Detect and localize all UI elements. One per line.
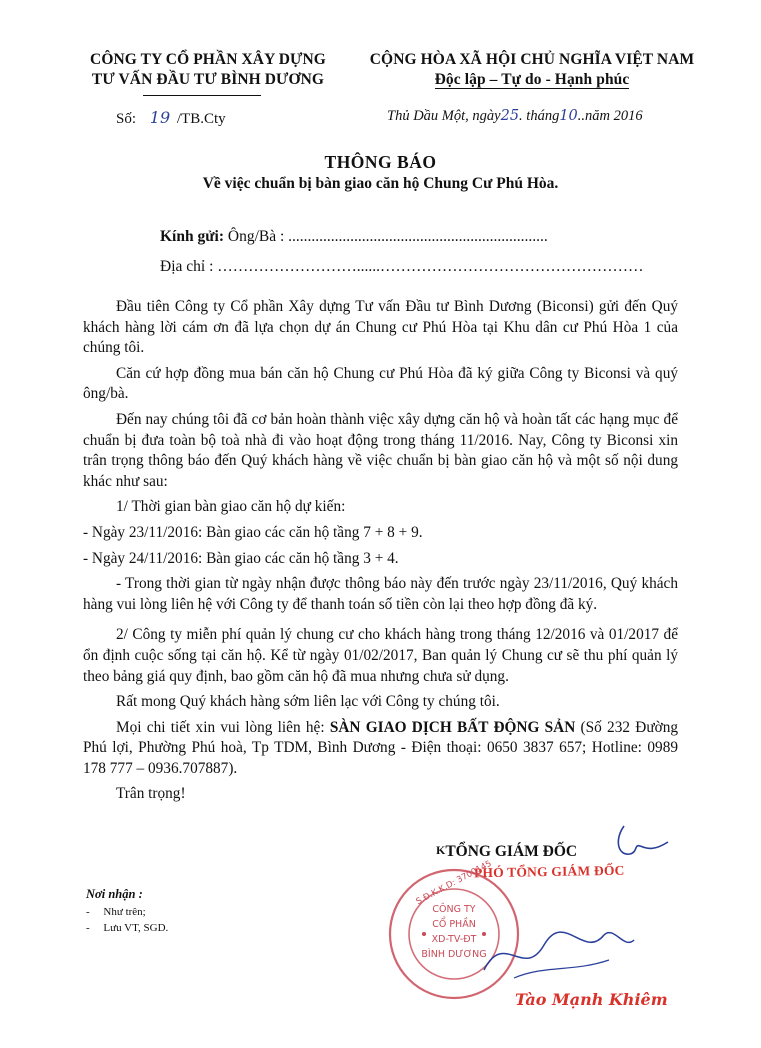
address-label: Địa chỉ : [160, 258, 214, 275]
seal-line: CỔ PHẦN [432, 919, 476, 930]
handwritten-signature-icon [474, 910, 644, 990]
paragraph-request: Rất mong Quý khách hàng sớm liên lạc với Công ty chúng tôi. [116, 693, 500, 711]
company-name-line1: CÔNG TY CỔ PHẦN XÂY DỰNG [90, 51, 326, 68]
address-line [160, 258, 644, 276]
national-motto [346, 50, 718, 90]
seal-line: XD-TV-ĐT [431, 934, 477, 945]
place-and-date: Thủ Dầu Một, ngày25. tháng10..năm 2016 [387, 108, 643, 124]
signature-title: $^K$TỔNG GIÁM ĐỐC [436, 843, 578, 860]
date-day-handwritten: 25 [500, 108, 520, 124]
closing: Trân trọng! [116, 785, 186, 803]
recipient-item: - Lưu VT, SGD. [86, 922, 169, 934]
paragraph-contract: Căn cứ hợp đồng mua bán căn hộ Chung cư Phú Hòa đã ký giữa Công ty Biconsi và quý ông/bà. [83, 364, 678, 403]
section-2: 2/ Công ty miễn phí quản lý chung cư cho khách hàng trong tháng 12/2016 và 01/2017 để ổn định cuộc sống tại căn hộ. Kể từ ngày 01/02/2017, Ban quản lý Chung cư sẽ thu phí quản lý theo bảng giá quy định, bao gồm căn hộ đã mua nhưng chưa sử dụng. [83, 626, 678, 685]
document-title: THÔNG BÁO [324, 152, 437, 172]
recipient-item: - Như trên; [86, 906, 146, 918]
section-1-item-2: - Ngày 24/11/2016: Bàn giao các căn hộ tầng 3 + 4. [83, 549, 399, 567]
header-divider-left [143, 95, 261, 96]
signer-name: Tào Mạnh Khiêm [515, 990, 668, 1009]
section-1-heading: 1/ Thời gian bàn giao căn hộ dự kiến: [116, 498, 346, 516]
document-number-handwritten: 19 [149, 108, 171, 127]
recipient-label: Kính gửi: [160, 228, 224, 245]
address-value: ………………………......…………………………………………… [217, 258, 644, 275]
deputy-director-stamp: PHÓ TỔNG GIÁM ĐỐC [473, 862, 625, 881]
recipient-value: Ông/Bà : ................................................................... [227, 228, 548, 245]
section-1-item-3: - Trong thời gian từ ngày nhận được thông báo này đến trước ngày 23/11/2016, Quý khách hàng vui lòng liên hệ với Công ty để thanh toán số tiền còn lại theo hợp đồng đã ký. [83, 575, 678, 613]
paragraph-intro: Đầu tiên Công ty Cổ phần Xây dựng Tư vấn Đầu tư Bình Dương (Biconsi) gửi đến Quý khách hàng lời cám ơn đã lựa chọn dự án Chung cư Phú Hòa tại Khu dân cư Phú Hòa 1 của chúng tôi. [83, 298, 678, 357]
recipient-line [160, 228, 548, 246]
document-number: Số: 19 /TB.Cty [116, 108, 226, 127]
seal-ring-text: S.Đ.K.K.D: 3700145 [414, 858, 494, 908]
seal-line: BÌNH DƯƠNG [421, 949, 487, 960]
document-subject: Về việc chuẩn bị bàn giao căn hộ Chung Cư Phú Hòa. [202, 175, 559, 192]
company-name-line2: TƯ VẤN ĐẦU TƯ BÌNH DƯƠNG [91, 71, 325, 88]
date-month-handwritten: 10 [559, 108, 578, 124]
contact-details: (Số 232 Đường Phú lợi, Phường Phú hoà, Tp TDM, Bình Dương - Điện thoại: 0650 3837 657; Hotline: 0989 178 777 – 0936.707887). [83, 718, 678, 777]
recipients-list [86, 886, 168, 935]
recipients-label: Nơi nhận : [86, 887, 143, 901]
national-motto-line2: Độc lập – Tự do - Hạnh phúc [434, 71, 630, 88]
signature-title-prefix-mark: K [436, 843, 446, 857]
letter-body [83, 297, 678, 805]
signature-flourish-icon [612, 822, 674, 862]
company-name [62, 50, 354, 90]
contact-name: SÀN GIAO DỊCH BẤT ĐỘNG SẢN [329, 718, 576, 736]
national-motto-line1: CỘNG HÒA XÃ HỘI CHỦ NGHĨA VIỆT NAM [369, 51, 695, 68]
section-1-item-1: - Ngày 23/11/2016: Bàn giao các căn hộ tầng 7 + 8 + 9. [83, 523, 423, 541]
seal-line: CÔNG TY [432, 904, 476, 915]
paragraph-contact: Mọi chi tiết xin vui lòng liên hệ: SÀN GIAO DỊCH BẤT ĐỘNG SẢN (Số 232 Đường Phú lợi, Phường Phú hoà, Tp TDM, Bình Dương - Điện thoại: 0650 3837 657; Hotline: 0989 178 777 – 0936.707887). [83, 718, 678, 777]
paragraph-status: Đến nay chúng tôi đã cơ bản hoàn thành việc xây dựng căn hộ và hoàn tất các hạng mục để chuẩn bị đưa toàn bộ toà nhà đi vào hoạt động trong tháng 11/2016. Nay, Công ty Biconsi xin trân trọng thông báo đến Quý khách hàng về việc chuẩn bị bàn giao căn hộ và một số nội dung khác như sau: [83, 410, 678, 490]
